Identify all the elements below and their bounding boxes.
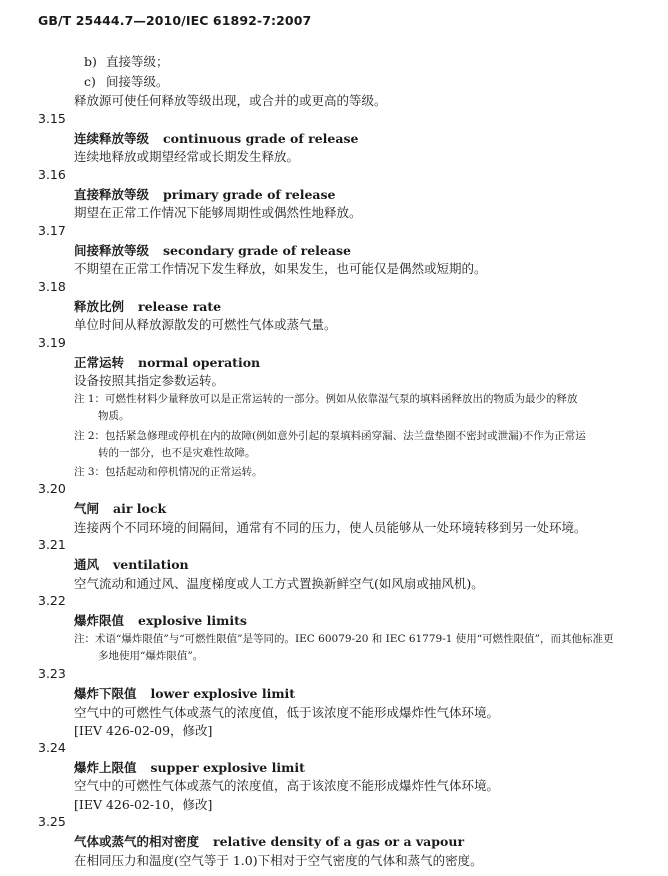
note-line: 注：术语“爆炸限值”与“可燃性限值”是等同的。IEC 60079-20 和 IEC 61779-1 使用“可燃性限值”，而其他标准更	[74, 633, 614, 645]
definition: 连接两个不同环境的间隔间，通常有不同的压力，使人员能够从一处环境转移到另一处环境。	[74, 520, 587, 535]
term-heading	[74, 353, 260, 371]
term-en: release rate	[138, 299, 222, 314]
term-zh: 间接释放等级	[74, 243, 150, 258]
clause-number: 3.24	[38, 740, 66, 755]
term-en: air lock	[113, 501, 167, 516]
clause-number: 3.17	[38, 223, 66, 238]
term-zh: 爆炸下限值	[74, 686, 137, 701]
term-en: continuous grade of release	[163, 131, 359, 146]
term-en: supper explosive limit	[150, 760, 305, 775]
term-heading	[74, 684, 295, 702]
list-label: b)	[84, 54, 97, 69]
list-item	[84, 72, 169, 90]
definition: 设备按照其指定参数运转。	[74, 373, 225, 388]
list-text: 间接等级。	[106, 74, 169, 89]
clause-number: 3.22	[38, 593, 66, 608]
term-en: secondary grade of release	[163, 243, 351, 258]
note-line: 多地使用“爆炸限值”。	[98, 650, 204, 662]
definition: 空气流动和通过风、温度梯度或人工方式置换新鲜空气(如风扇或抽风机)。	[74, 576, 484, 591]
note-line: 注 2：包括紧急修理或停机在内的故障(例如意外引起的泵填料函穿漏、法兰盘垫圈不密封或泄漏)不作为正常运	[74, 430, 586, 442]
definition: 空气中的可燃性气体或蒸气的浓度值，低于该浓度不能形成爆炸性气体环境。	[74, 705, 500, 720]
clause-number: 3.20	[38, 481, 66, 496]
term-en: lower explosive limit	[150, 686, 296, 701]
term-en: explosive limits	[138, 613, 247, 628]
definition: 期望在正常工作情况下能够周期性或偶然性地释放。	[74, 205, 362, 220]
term-zh: 正常运转	[74, 355, 125, 370]
list-text: 直接等级；	[106, 54, 169, 69]
list-label: c)	[84, 74, 96, 89]
term-heading	[74, 555, 189, 573]
reference: [IEV 426-02-10，修改]	[74, 797, 213, 812]
note-line: 注 3：包括起动和停机情况的正常运转。	[74, 466, 263, 478]
term-heading	[74, 499, 166, 517]
term-zh: 直接释放等级	[74, 187, 150, 202]
definition: 空气中的可燃性气体或蒸气的浓度值，高于该浓度不能形成爆炸性气体环境。	[74, 778, 500, 793]
reference: [IEV 426-02-09，修改]	[74, 723, 213, 738]
term-zh: 通风	[74, 557, 100, 572]
term-heading	[74, 832, 464, 850]
clause-number: 3.16	[38, 167, 66, 182]
standard-code-header: GB/T 25444.7—2010/IEC 61892-7:2007	[38, 13, 312, 28]
term-zh: 连续释放等级	[74, 131, 150, 146]
term-en: ventilation	[113, 557, 189, 572]
note-line: 注 1：可燃性材料少量释放可以是正常运转的一部分。例如从依靠湿气泵的填料函释放出的物质为最少的释放	[74, 393, 578, 405]
list-item	[84, 52, 169, 70]
term-zh: 释放比例	[74, 299, 125, 314]
term-heading	[74, 185, 335, 203]
term-heading	[74, 129, 358, 147]
term-zh: 气体或蒸气的相对密度	[74, 834, 200, 849]
term-heading	[74, 241, 351, 259]
term-heading	[74, 758, 305, 776]
term-zh: 爆炸限值	[74, 613, 125, 628]
term-zh: 气闸	[74, 501, 100, 516]
clause-number: 3.23	[38, 666, 66, 681]
definition: 单位时间从释放源散发的可燃性气体或蒸气量。	[74, 317, 337, 332]
paragraph: 释放源可使任何释放等级出现，或合并的或更高的等级。	[74, 93, 387, 108]
term-en: normal operation	[138, 355, 261, 370]
term-heading	[74, 297, 221, 315]
note-line: 转的一部分，也不是灾难性故障。	[98, 447, 256, 459]
clause-number: 3.15	[38, 111, 66, 126]
note-line: 物质。	[98, 410, 130, 422]
term-en: primary grade of release	[163, 187, 336, 202]
clause-number: 3.19	[38, 335, 66, 350]
definition: 在相同压力和温度(空气等于 1.0)下相对于空气密度的气体和蒸气的密度。	[74, 853, 483, 868]
term-zh: 爆炸上限值	[74, 760, 137, 775]
clause-number: 3.18	[38, 279, 66, 294]
clause-number: 3.25	[38, 814, 66, 829]
term-heading	[74, 611, 247, 629]
clause-number: 3.21	[38, 537, 66, 552]
definition: 连续地释放或期望经常或长期发生释放。	[74, 149, 300, 164]
term-en: relative density of a gas or a vapour	[213, 834, 465, 849]
definition: 不期望在正常工作情况下发生释放，如果发生，也可能仅是偶然或短期的。	[74, 261, 487, 276]
